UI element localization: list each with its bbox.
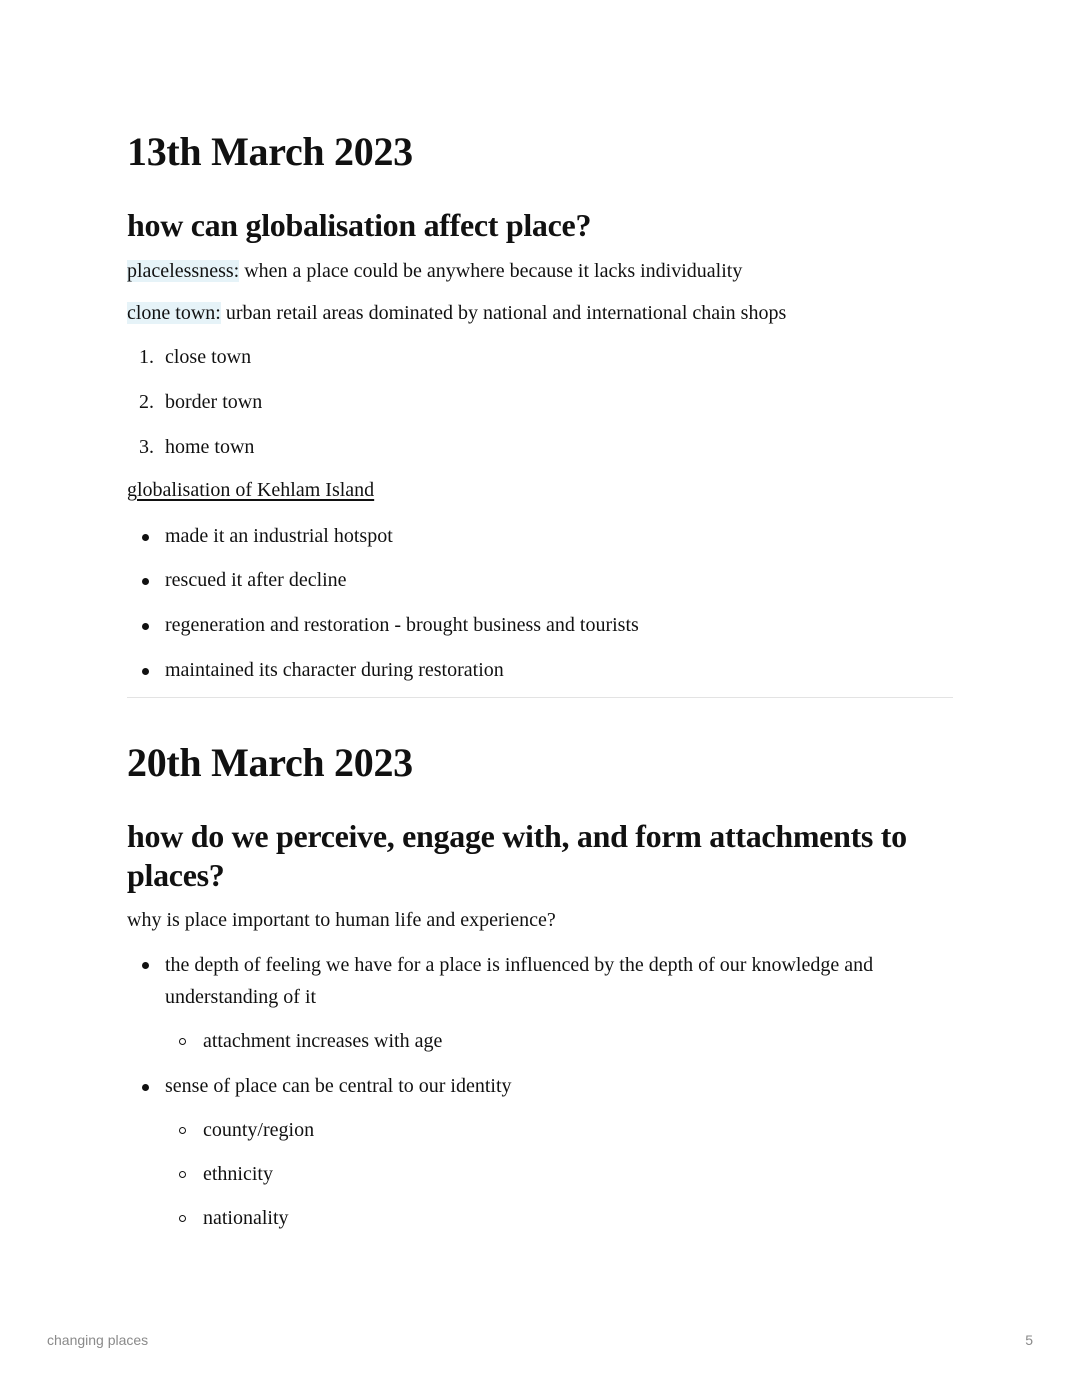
sub-list-item: nationality — [165, 1203, 953, 1233]
subquestion: why is place important to human life and experience? — [127, 909, 556, 931]
list-item: made it an industrial hotspot — [127, 521, 953, 551]
list-item: 1. close town — [139, 346, 252, 368]
definition-term: clone town: — [127, 302, 221, 324]
attachment-list — [127, 949, 953, 1233]
section-date-heading: 13th March 2023 — [127, 129, 413, 174]
footer-page-number: 5 — [1025, 1332, 1033, 1348]
definition-clone-town — [127, 298, 786, 328]
definition-text: when a place could be anywhere because it lacks individuality — [239, 260, 743, 282]
list-item: sense of place can be central to our identity county/region ethnicity nationality — [127, 1071, 953, 1233]
section-date-heading: 20th March 2023 — [127, 740, 413, 785]
definition-text: urban retail areas dominated by national and international chain shops — [220, 302, 787, 324]
sublist — [165, 1115, 953, 1233]
list-item: rescued it after decline — [127, 565, 953, 595]
list-item: maintained its character during restoration — [127, 655, 953, 685]
section-question-heading: how can globalisation affect place? — [127, 207, 592, 243]
definition-placelessness — [127, 256, 742, 286]
case-study-title: globalisation of Kehlam Island — [127, 479, 375, 501]
sub-list-item: county/region — [165, 1115, 953, 1145]
case-study-list — [127, 521, 953, 685]
sublist — [165, 1026, 953, 1056]
footer-document-title: changing places — [47, 1332, 149, 1348]
section-divider — [127, 697, 953, 698]
sub-list-item: ethnicity — [165, 1159, 953, 1189]
definition-term: placelessness: — [127, 260, 240, 282]
list-item: the depth of feeling we have for a place is influenced by the depth of our knowledge and understanding of it attachment increases with age — [127, 949, 953, 1056]
list-item: 3. home town — [139, 436, 255, 458]
identity-list-container — [127, 949, 953, 1233]
list-item: 2. border town — [139, 391, 263, 413]
town-types-list — [127, 342, 953, 462]
section-question-heading: how do we perceive, engage with, and form attachments to places? — [127, 818, 907, 893]
sub-list-item: attachment increases with age — [165, 1026, 953, 1056]
list-item: regeneration and restoration - brought business and tourists — [127, 610, 953, 640]
